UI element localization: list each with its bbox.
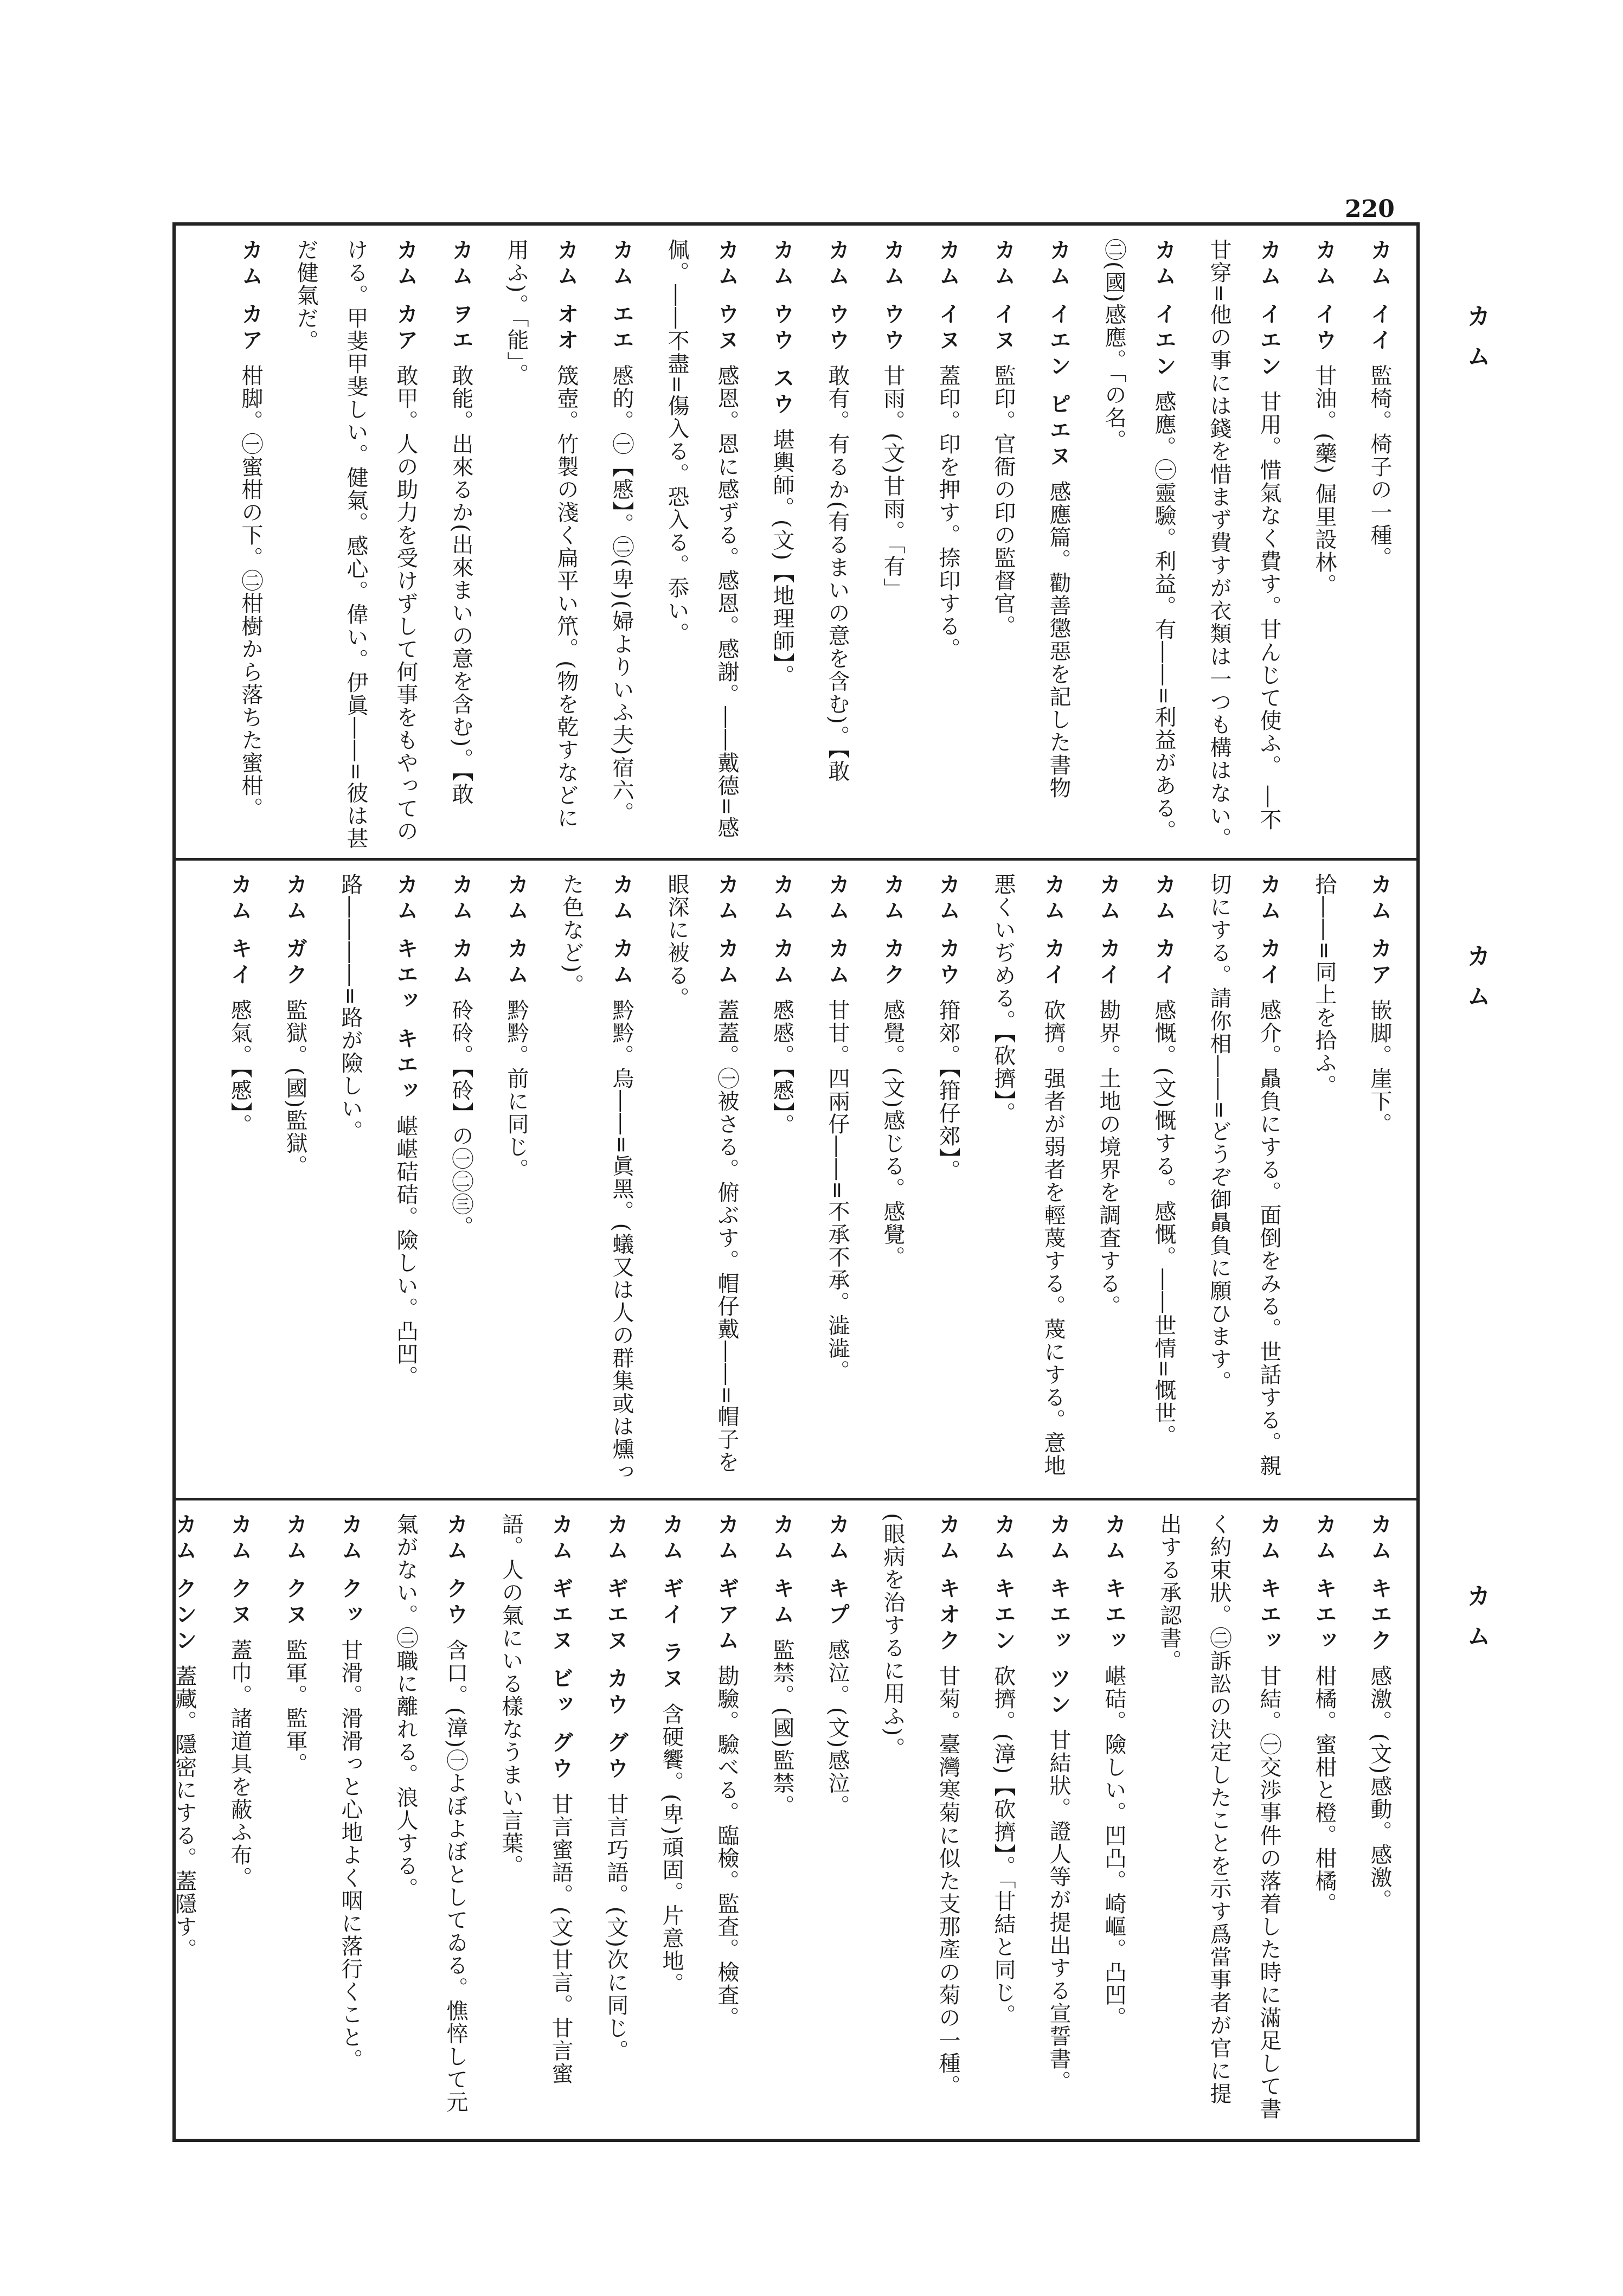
entry-definition: 甘結。㊀交渉事件の落着した時に滿足して書く約束狀。㊁訴訟の決定したことを示す爲當事者が官に提出する承認書。 [1157,1513,1281,2120]
entry-definition: 含硬饗。(卑)頑固。片意地。 [659,1702,684,1996]
dictionary-entry [381,1513,480,2126]
entry-definition: 感激。(文)感動。感激。 [1367,1664,1392,1912]
entry-definition: 砱砱。【砱】の㊀㊁㊂。 [448,998,473,1239]
entry-reading: カム キエッ [1256,1513,1281,1655]
entry-reading: カム イヌ [991,239,1016,355]
entry-definition: 慼氣。【慼】。 [227,998,252,1137]
dictionary-entry [652,239,752,851]
entry-definition: 拾――=同上を拾ふ。 [1312,873,1337,1098]
entry-reading: カム カム [825,873,850,989]
dictionary-entry [1355,873,1404,1491]
entry-definition: 感介。贔負にする。面倒をみる。世話する。親切にする。請你相――=どうぞ御贔負に願ひます。 [1207,873,1281,1477]
entry-reading: カム カウ [935,873,960,989]
entry-reading: カム ギエヌ ビッ グウ [548,1513,573,1783]
entry-reading: カム カム [769,873,794,989]
entry-definition: 甘油。(藥) 倔里設林。 [1312,364,1337,597]
entry-definition: 勘界。土地の境界を調査する。 [1096,998,1121,1318]
dictionary-entry [215,873,265,1491]
dictionary-entry [868,239,918,851]
dictionary-entry [436,239,486,851]
entry-reading: カム ギエヌ カウ グウ [604,1513,628,1783]
running-head: カム [1462,304,1490,384]
dictionary-entry [1083,873,1133,1491]
dictionary-entry [757,239,807,851]
entry-reading: カム クヌ [283,1513,307,1629]
entry-reading: カム ギアム [714,1513,739,1655]
dictionary-band-middle [184,873,1404,1491]
dictionary-entry [757,873,807,1491]
dictionary-entry [1139,873,1189,1491]
entry-reading: カム オオ [554,239,579,355]
dictionary-band-bottom [172,1513,1404,2126]
entry-definition: 甘甘。四兩仔――=不承不承。澁澁。 [825,998,850,1383]
entry-definition: 蓋蓋。㊀被さる。俯ぶす。帽仔戴――=帽子を眼深に被る。 [664,873,739,1474]
entry-definition: 感覺。(文)感じる。感覺。 [880,998,905,1269]
dictionary-entry [591,1513,641,2126]
dictionary-entry [1355,1513,1404,2126]
dictionary-entry [1194,239,1294,851]
entry-reading: カム イエン [1151,239,1176,381]
entry-reading: カム イエン ピエヌ [1046,239,1071,471]
entry-reading: カム キエッ [1312,1513,1337,1655]
entry-definition: 筬壺。竹製の淺く扁平い笊。(物を乾すなどに用ふ)。「能」。 [504,239,579,830]
entry-definition: 砍擠。(漳)【砍擠】。「甘結と同じ。 [991,1664,1016,2027]
entry-definition: 黔黔。烏――=眞黑。(蟻又は人の群集或は燻った色など)。 [559,873,634,1484]
entry-definition: 柑橘。蜜柑と橙。柑橘。 [1312,1664,1337,1915]
dictionary-entry [868,1513,918,2126]
entry-reading: カム カム [504,873,529,989]
entry-definition: 甘滑。滑滑っと心地よく咽に落行くこと。 [338,1638,363,2071]
entry-definition: 感泣。(文)感泣。 [825,1638,850,1818]
dictionary-entry [757,1513,807,2126]
entry-reading: カム キム [769,1513,794,1629]
dictionary-entry [1355,239,1404,851]
entry-definition: 監獄。(國)監獄。 [283,998,307,1178]
entry-reading: カム カア [238,239,263,355]
entry-definition: 蓋藏。隱密にする。蓋隱す。 [172,1664,197,1961]
entry-reading: カム クッ [338,1513,363,1629]
entry-definition: 堪輿師。(文)【地理師】。 [769,428,794,688]
dictionary-entry [812,239,862,851]
dictionary-entry [1194,873,1294,1491]
band-divider [172,1498,1420,1500]
entry-definition: 箝郊。【箝仔郊】。 [935,998,960,1182]
dictionary-entry [547,873,646,1491]
entry-definition: 甘雨。(文)甘雨。「有」 [880,364,905,601]
dictionary-entry [1299,1513,1349,2126]
dictionary-entry [491,239,591,851]
entry-reading: カム キオク [935,1513,960,1655]
entry-reading: カム イウ [1312,239,1337,355]
entry-reading: カム カム [714,873,739,989]
entry-reading: カム キエッ [1101,1513,1126,1655]
dictionary-entry [978,1513,1028,2126]
entry-reading: カム ガク [283,873,307,989]
entry-definition: 監禁。(國)監禁。 [769,1638,794,1818]
dictionary-entry [1034,239,1083,851]
dictionary-entry [325,1513,375,2126]
dictionary-entry [491,873,541,1491]
dictionary-entry [596,239,646,851]
dictionary-entry [381,873,431,1491]
entry-reading: カム カイ [1041,873,1066,989]
dictionary-entry [1299,873,1349,1491]
dictionary-entry [1299,239,1349,851]
dictionary-entry [1089,1513,1139,2126]
entry-definition: (眼病を治するに用ふ)。 [880,1513,905,1760]
entry-reading: カム カム [609,873,634,989]
entry-reading: カム カイ [1096,873,1121,989]
dictionary-entry [226,239,275,851]
entry-reading: カム ウウ [825,239,850,355]
dictionary-entry [646,1513,696,2126]
dictionary-entry [270,873,320,1491]
entry-definition: 甘菊。臺灣寒菊に似た支那產の菊の一種。 [935,1664,960,2098]
dictionary-entry [652,873,752,1491]
entry-reading: カム クウ [443,1513,468,1629]
entry-definition: 嵁硈。險しい。凹凸。崎嶇。凸凹。 [1101,1664,1126,2029]
entry-reading: カム クンン [172,1513,197,1655]
dictionary-entry [923,239,973,851]
entry-definition: 慼的。㊀【慼】。㊁(卑)(婦よりいふ夫)宿六。 [609,364,634,825]
entry-reading: カム ギイ ラヌ [659,1513,684,1693]
dictionary-entry [1089,239,1189,851]
entry-reading: カム イエン [1256,239,1281,381]
entry-definition: 甘結狀。證人等が提出する宣誓書。 [1046,1728,1071,2093]
entry-reading: カム キプ [825,1513,850,1629]
entry-definition: 甘言巧語。(文)次に同じ。 [604,1792,628,2062]
entry-reading: カム キエッ キエッ [393,873,418,1105]
entry-definition: 柑脚。㊀蜜柑の下。㊁柑樹から落ちた蜜柑。 [238,364,263,820]
entry-reading: カム イヌ [935,239,960,355]
entry-reading: カム キエン [991,1513,1016,1655]
band-divider [172,858,1420,861]
entry-definition: 勘驗。驗べる。臨檢。監査。檢査。 [714,1664,739,2029]
entry-definition: 黔黔。前に同じ。 [504,998,529,1181]
dictionary-entry [281,239,431,851]
entry-reading: カム キイ [227,873,252,989]
entry-reading: カム カイ [1256,873,1281,989]
entry-reading: カム カイ [1151,873,1176,989]
entry-reading: カム カム [448,873,473,989]
dictionary-entry [923,873,973,1491]
entry-definition: 敢甲。人の助力を受けずして何事をもやってのける。甲斐甲斐しい。健氣。感心。偉い。伊眞――=彼は甚だ健氣だ。 [293,239,418,850]
dictionary-entry [868,873,918,1491]
dictionary-entry [978,239,1028,851]
entry-definition: 監軍。監軍。 [283,1638,307,1775]
entry-definition: 甘言蜜語。(文)甘言。甘言蜜語。人の氣にいる樣なうまい言葉。 [498,1513,573,2085]
entry-definition: 慼慼。【慼】。 [769,998,794,1137]
entry-definition: 監椅。椅子の一種。 [1367,364,1392,569]
entry-definition: 蓋巾。諸道具を蔽ふ布。 [227,1638,252,1889]
entry-definition: 監印。官衙の印の監督官。 [991,364,1016,638]
dictionary-entry [923,1513,973,2126]
running-head: カム [1462,944,1490,1024]
entry-definition: 敢能。出來るか(出來まいの意を含む)。【敢 [448,364,473,806]
dictionary-entry [325,873,375,1491]
entry-reading: カム キエク [1367,1513,1392,1655]
dictionary-entry [1034,1513,1083,2126]
dictionary-entry [215,1513,265,2126]
entry-reading: カム クヌ [227,1513,252,1629]
dictionary-entry [1144,1513,1294,2126]
page-number: 220 [1345,195,1395,223]
entry-reading: カム ウヌ [714,239,739,355]
entry-reading: カム カア [1367,873,1392,989]
dictionary-entry [486,1513,586,2126]
entry-definition: 敢有。有るか(有るまいの意を含む)。【敢 [825,364,850,783]
entry-definition: 蓋印。印を押す。捺印する。 [935,364,960,660]
dictionary-entry [812,1513,862,2126]
entry-reading: カム キエッ ツン [1046,1513,1071,1719]
entry-definition: 嵁嵁硈硈。險しい。凸凹。 [393,1114,418,1388]
entry-reading: カム ウウ [880,239,905,355]
entry-definition: 砍擠。强者が弱者を輕蔑する。蔑にする。意地悪くいぢめる。【砍擠】。 [991,873,1066,1477]
entry-reading: カム ウウ スウ [769,239,794,419]
entry-reading: カム イイ [1367,239,1392,355]
dictionary-band-top [184,239,1404,851]
entry-definition: 嵌脚。崖下。 [1367,998,1392,1136]
entry-definition: 感恩。恩に感ずる。感恩。感謝。――戴德=感佩。――不盡=傷入る。恐入る。忝い。 [664,239,739,839]
dictionary-entry [159,1513,209,2126]
entry-definition: 感慨。(文)慨する。感慨。――世情=慨世。 [1151,998,1176,1447]
dictionary-entry [436,873,486,1491]
entry-reading: カム ヲエ [448,239,473,355]
entry-definition: 甘用。惜氣なく費す。甘んじて使ふ。 ―不甘穿=他の事には錢を惜まず費すが衣類は一つも構はない。 [1207,239,1281,850]
entry-reading: カム エエ [609,239,634,355]
running-head: カム [1462,1583,1490,1664]
dictionary-entry [978,873,1078,1491]
entry-reading: カム カク [880,873,905,989]
entry-definition: 感應。㊀靈驗。利益。有――=利益がある。㊁(國)感應。「の名。 [1101,239,1176,843]
entry-definition: 含口。(漳)㊀よぼよぼとしてゐる。憔悴して元氣がない。㊁職に離れる。浪人する。 [393,1513,468,2114]
dictionary-entry [270,1513,320,2126]
entry-reading: カム カア [393,239,418,355]
dictionary-entry [702,1513,752,2126]
dictionary-entry [812,873,862,1491]
entry-definition: 感應篇。勸善懲惡を記した書物 [1046,480,1071,799]
entry-definition: 路――――=路が險しい。 [338,873,363,1143]
